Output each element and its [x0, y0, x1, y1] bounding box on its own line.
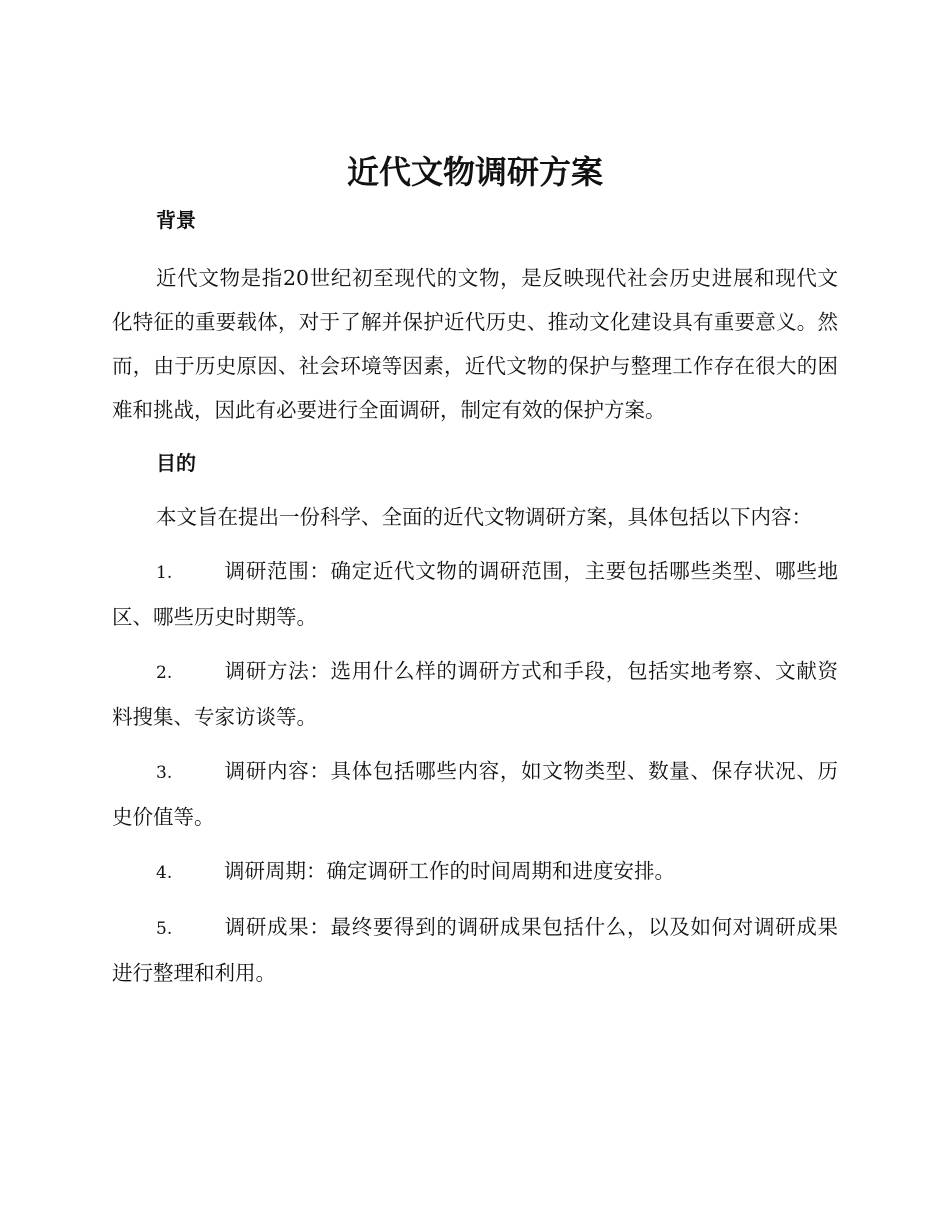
list-item-number: 1.: [156, 563, 173, 583]
purpose-paragraph: 本文旨在提出一份科学、全面的近代文物调研方案，具体包括以下内容：: [156, 505, 812, 529]
list-item-number: 3.: [156, 763, 173, 783]
list-item-text: 调研方法：选用什么样的调研方式和手段，包括实地考察、文献资料搜集、专家访谈等。: [112, 659, 838, 729]
section-heading-purpose: 目的: [156, 451, 196, 475]
list-item: [112, 549, 838, 639]
list-item: [112, 849, 838, 895]
list-item: [112, 905, 838, 995]
document-title: 近代文物调研方案: [346, 153, 603, 191]
list-item-text: 调研内容：具体包括哪些内容，如文物类型、数量、保存状况、历史价值等。: [112, 759, 838, 829]
list-item-text: 调研范围：确定近代文物的调研范围，主要包括哪些类型、哪些地区、哪些历史时期等。: [112, 559, 838, 629]
list-item: [112, 749, 838, 839]
list-item-number: 2.: [156, 663, 173, 683]
document-body: [112, 198, 838, 995]
list-item-number: 4.: [156, 863, 173, 883]
background-paragraph: 近代文物是指20世纪初至现代的文物，是反映现代社会历史进展和现代文化特征的重要载体，对于了解并保护近代历史、推动文化建设具有重要意义。然而，由于历史原因、社会环境等因素，近代文物的保护与整理工作存在很大的困难和挑战，因此有必要进行全面调研，制定有效的保护方案。: [112, 266, 838, 422]
list-item-text: 调研成果：最终要得到的调研成果包括什么，以及如何对调研成果进行整理和利用。: [112, 915, 838, 985]
list-item-number: 5.: [156, 919, 173, 939]
section-heading-background: 背景: [156, 208, 196, 232]
list-item-text: 调研周期：确定调研工作的时间周期和进度安排。: [224, 859, 675, 883]
list-item: [112, 649, 838, 739]
